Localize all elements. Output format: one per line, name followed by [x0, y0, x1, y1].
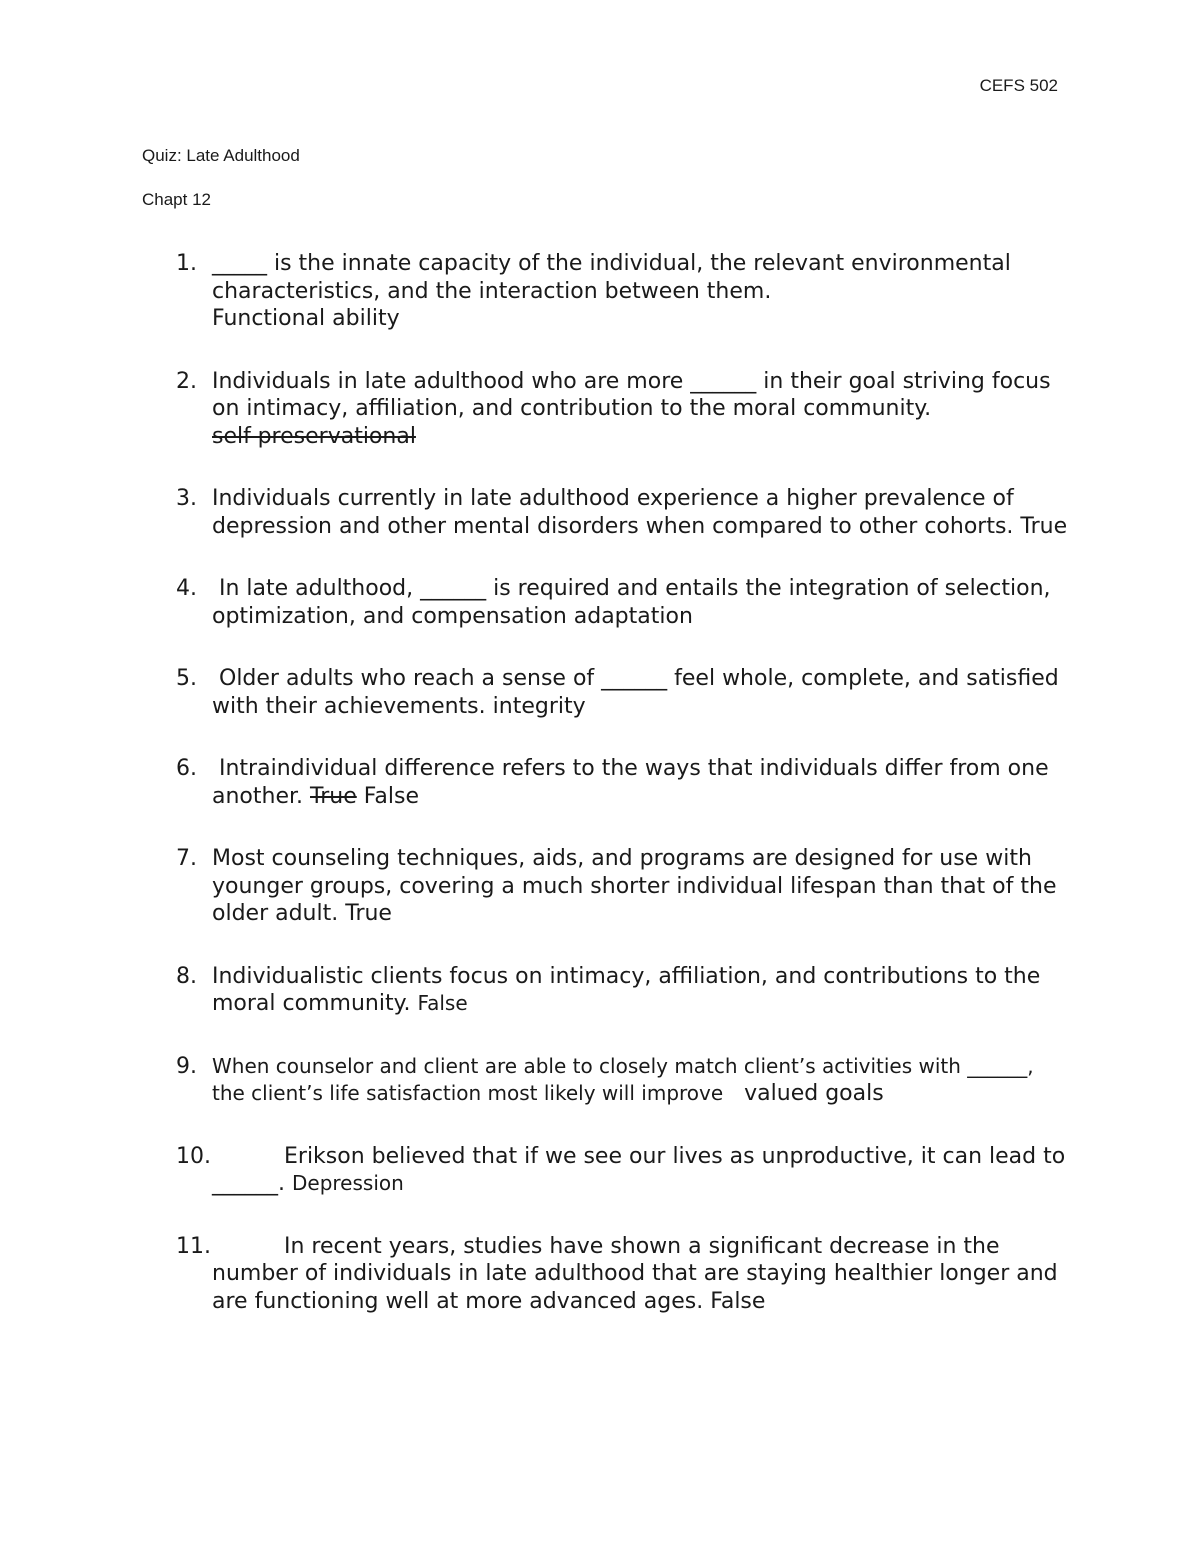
- question-8: [0, 963, 1072, 1018]
- question-text: Individualistic clients focus on intimacy, affiliation, and contributions to the moral community.: [212, 963, 1041, 1016]
- question-answer: False: [417, 991, 468, 1015]
- course-code: CEFS 502: [979, 76, 1058, 95]
- question-number: 4.: [176, 576, 197, 601]
- question-number: 11.: [176, 1233, 211, 1259]
- question-number: 10.: [176, 1143, 211, 1169]
- question-number: 9.: [176, 1053, 197, 1079]
- question-text: Older adults who reach a sense of ______ feel whole, complete, and satisfied with their achievements.: [212, 666, 1059, 719]
- question-answer: False: [710, 1288, 766, 1314]
- question-7: [0, 845, 1072, 928]
- question-answer: False: [363, 783, 419, 809]
- question-number: 7.: [176, 846, 197, 871]
- question-6: [0, 755, 1072, 810]
- question-answer: integrity: [492, 693, 586, 719]
- question-answer: valued goals: [744, 1081, 884, 1106]
- question-number: 5.: [176, 666, 197, 691]
- question-text: Individuals currently in late adulthood experience a higher prevalence of depression and other mental disorders when compared to other cohorts.: [212, 486, 1014, 539]
- question-list: [0, 250, 1200, 1350]
- question-text: In recent years, studies have shown a significant decrease in the number of individuals in late adulthood that are staying healthier longer and are functioning well at more advanced ages.: [212, 1233, 1058, 1314]
- question-number: 2.: [176, 368, 197, 394]
- question-10: [0, 1143, 1072, 1198]
- struck-answer: self-preservational: [212, 423, 416, 449]
- question-text: _____ is the innate capacity of the individual, the relevant environmental characteristics, and the interaction between them.: [212, 251, 1011, 304]
- question-answer: Functional ability: [212, 306, 400, 331]
- question-text: Erikson believed that if we see our lives as unproductive, it can lead to ______.: [212, 1143, 1066, 1196]
- question-text: Intraindividual difference refers to the ways that individuals differ from one another.: [212, 756, 1049, 809]
- question-5: [0, 665, 1072, 720]
- question-number: 6.: [176, 756, 197, 781]
- quiz-title: Quiz: Late Adulthood: [142, 146, 300, 165]
- question-answer: True: [345, 901, 392, 926]
- question-answer: True: [1020, 513, 1068, 539]
- question-text: In late adulthood, ______ is required and entails the integration of selection, optimization, and compensation adaptation: [212, 576, 1051, 629]
- chapter-label: Chapt 12: [142, 190, 211, 209]
- question-3: [0, 485, 1072, 540]
- question-text: When counselor and client are able to closely match client’s activities with ______, the client’s life satisfaction most likely will improve: [212, 1053, 1034, 1105]
- question-number: 3.: [176, 486, 197, 511]
- question-text: Individuals in late adulthood who are more ______ in their goal striving focus on intimacy, affiliation, and contribution to the moral community.: [212, 368, 1051, 421]
- question-number: 1.: [176, 251, 197, 276]
- struck-answer: True: [310, 783, 357, 809]
- question-1: [0, 250, 1072, 333]
- question-11: [0, 1233, 1072, 1316]
- question-4: [0, 575, 1072, 630]
- question-answer: Depression: [292, 1171, 404, 1195]
- question-2: [0, 368, 1072, 451]
- question-9: [0, 1053, 1072, 1108]
- question-number: 8.: [176, 963, 197, 989]
- question-text: Most counseling techniques, aids, and programs are designed for use with younger groups, covering a much shorter individual lifespan than that of the older adult.: [212, 846, 1057, 926]
